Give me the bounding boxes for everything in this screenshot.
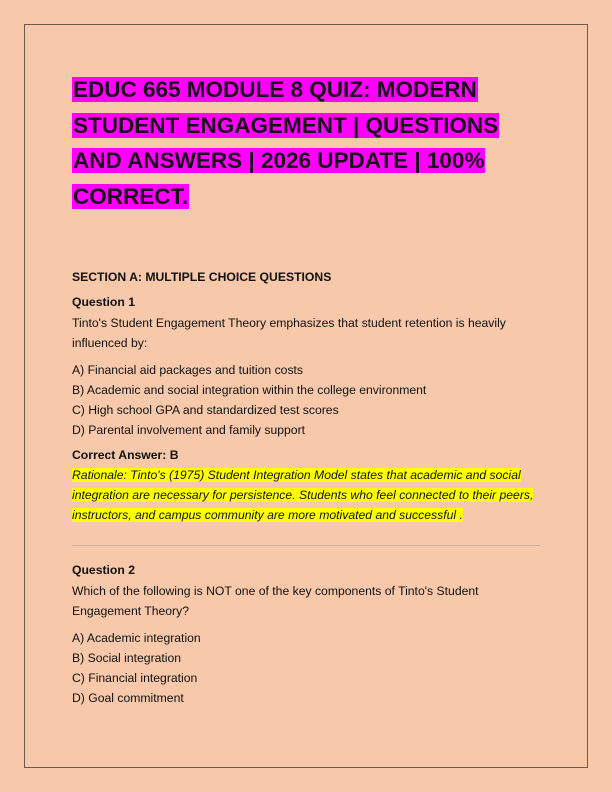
document-content [72,72,542,708]
document-title [72,72,542,214]
section-title: SECTION A: MULTIPLE CHOICE QUESTIONS [72,270,332,284]
question-2-options [72,628,542,708]
question-2 [72,562,542,708]
question-1-text: Tinto's Student Engagement Theory emphasizes that student retention is heavily influenced by: [72,316,506,350]
question-2-option-c: C) Financial integration [72,671,198,685]
question-1-options [72,360,542,440]
question-1 [72,294,542,525]
question-2-option-d: D) Goal commitment [72,691,184,705]
document-title-text: EDUC 665 MODULE 8 QUIZ: MODERN STUDENT ENGAGEMENT | QUESTIONS AND ANSWERS | 2026 UPDATE | 100% CORRECT. [73,77,499,209]
question-divider [72,545,540,546]
question-1-rationale [72,465,542,525]
question-1-option-c: C) High school GPA and standardized test scores [72,403,339,417]
question-1-correct-answer: Correct Answer: B [72,448,179,462]
question-2-label: Question 2 [72,563,135,577]
question-1-option-b: B) Academic and social integration within the college environment [72,383,427,397]
question-2-option-b: B) Social integration [72,651,182,665]
question-2-text: Which of the following is NOT one of the key components of Tinto's Student Engagement Theory? [72,584,479,618]
question-1-rationale-text: Rationale: Tinto's (1975) Student Integration Model states that academic and social integration are necessary for persistence. Students who feel connected to their peers, instructors, and campus community are more motivated and successful . [72,468,534,522]
question-1-option-a: A) Financial aid packages and tuition costs [72,363,304,377]
question-2-option-a: A) Academic integration [72,631,201,645]
question-1-label: Question 1 [72,295,135,309]
question-1-option-d: D) Parental involvement and family support [72,423,306,437]
